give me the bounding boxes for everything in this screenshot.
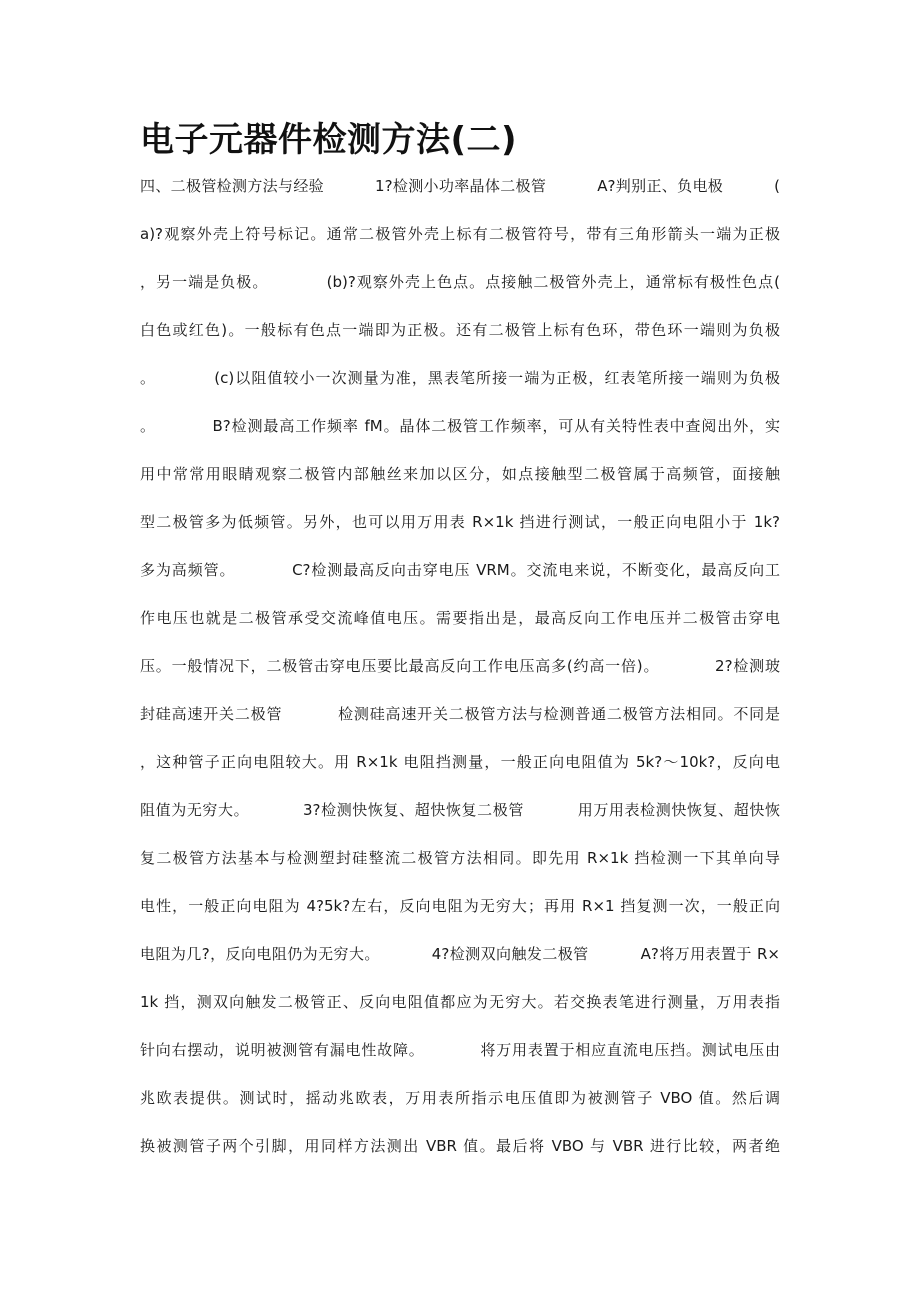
body-line: 电阻为几?，反向电阻仍为无穷大。 4?检测双向触发二极管 A?将万用表置于 R× [140, 945, 780, 963]
body-line: 多为高频管。 C?检测最高反向击穿电压 VRM。交流电来说，不断变化，最高反向工 [140, 561, 780, 579]
body-line: 压。一般情况下，二极管击穿电压要比最高反向工作电压高多(约高一倍)。 2?检测玻 [140, 657, 780, 675]
body-line: 换被测管子两个引脚，用同样方法测出 VBR 值。最后将 VBO 与 VBR 进行比较，两者绝 [140, 1137, 780, 1155]
body-line: 用中常常用眼睛观察二极管内部触丝来加以区分，如点接触型二极管属于高频管，面接触 [140, 465, 780, 483]
document-title: 电子元器件检测方法(二) [140, 120, 518, 160]
body-line: 。 B?检测最高工作频率 fM。晶体二极管工作频率，可从有关特性表中查阅出外，实 [140, 417, 780, 435]
body-line: 复二极管方法基本与检测塑封硅整流二极管方法相同。即先用 R×1k 挡检测一下其单向导 [140, 849, 780, 867]
body-line: 针向右摆动，说明被测管有漏电性故障。 将万用表置于相应直流电压挡。测试电压由 [140, 1041, 780, 1059]
document-body [140, 162, 780, 1170]
body-line: 型二极管多为低频管。另外，也可以用万用表 R×1k 挡进行测试，一般正向电阻小于 1k? [140, 513, 780, 531]
body-line: 四、二极管检测方法与经验 1?检测小功率晶体二极管 A?判别正、负电极 ( [140, 177, 780, 195]
body-line: 封硅高速开关二极管 检测硅高速开关二极管方法与检测普通二极管方法相同。不同是 [140, 705, 780, 723]
body-line: ，这种管子正向电阻较大。用 R×1k 电阻挡测量，一般正向电阻值为 5k?～10k?，反向电 [140, 753, 780, 771]
body-line: 1k 挡，测双向触发二极管正、反向电阻值都应为无穷大。若交换表笔进行测量，万用表指 [140, 993, 780, 1011]
body-line: 。 (c)以阻值较小一次测量为准，黑表笔所接一端为正极，红表笔所接一端则为负极 [140, 369, 780, 387]
body-line: ，另一端是负极。 (b)?观察外壳上色点。点接触二极管外壳上，通常标有极性色点( [140, 273, 780, 291]
body-line: 作电压也就是二极管承受交流峰值电压。需要指出是，最高反向工作电压并二极管击穿电 [140, 609, 780, 627]
body-line: a)?观察外壳上符号标记。通常二极管外壳上标有二极管符号，带有三角形箭头一端为正极 [140, 225, 780, 243]
body-line: 电性，一般正向电阻为 4?5k?左右，反向电阻为无穷大；再用 R×1 挡复测一次，一般正向 [140, 897, 780, 915]
body-line: 兆欧表提供。测试时，摇动兆欧表，万用表所指示电压值即为被测管子 VBO 值。然后调 [140, 1089, 780, 1107]
body-line: 阻值为无穷大。 3?检测快恢复、超快恢复二极管 用万用表检测快恢复、超快恢 [140, 801, 780, 819]
body-line: 白色或红色)。一般标有色点一端即为正极。还有二极管上标有色环，带色环一端则为负极 [140, 321, 780, 339]
